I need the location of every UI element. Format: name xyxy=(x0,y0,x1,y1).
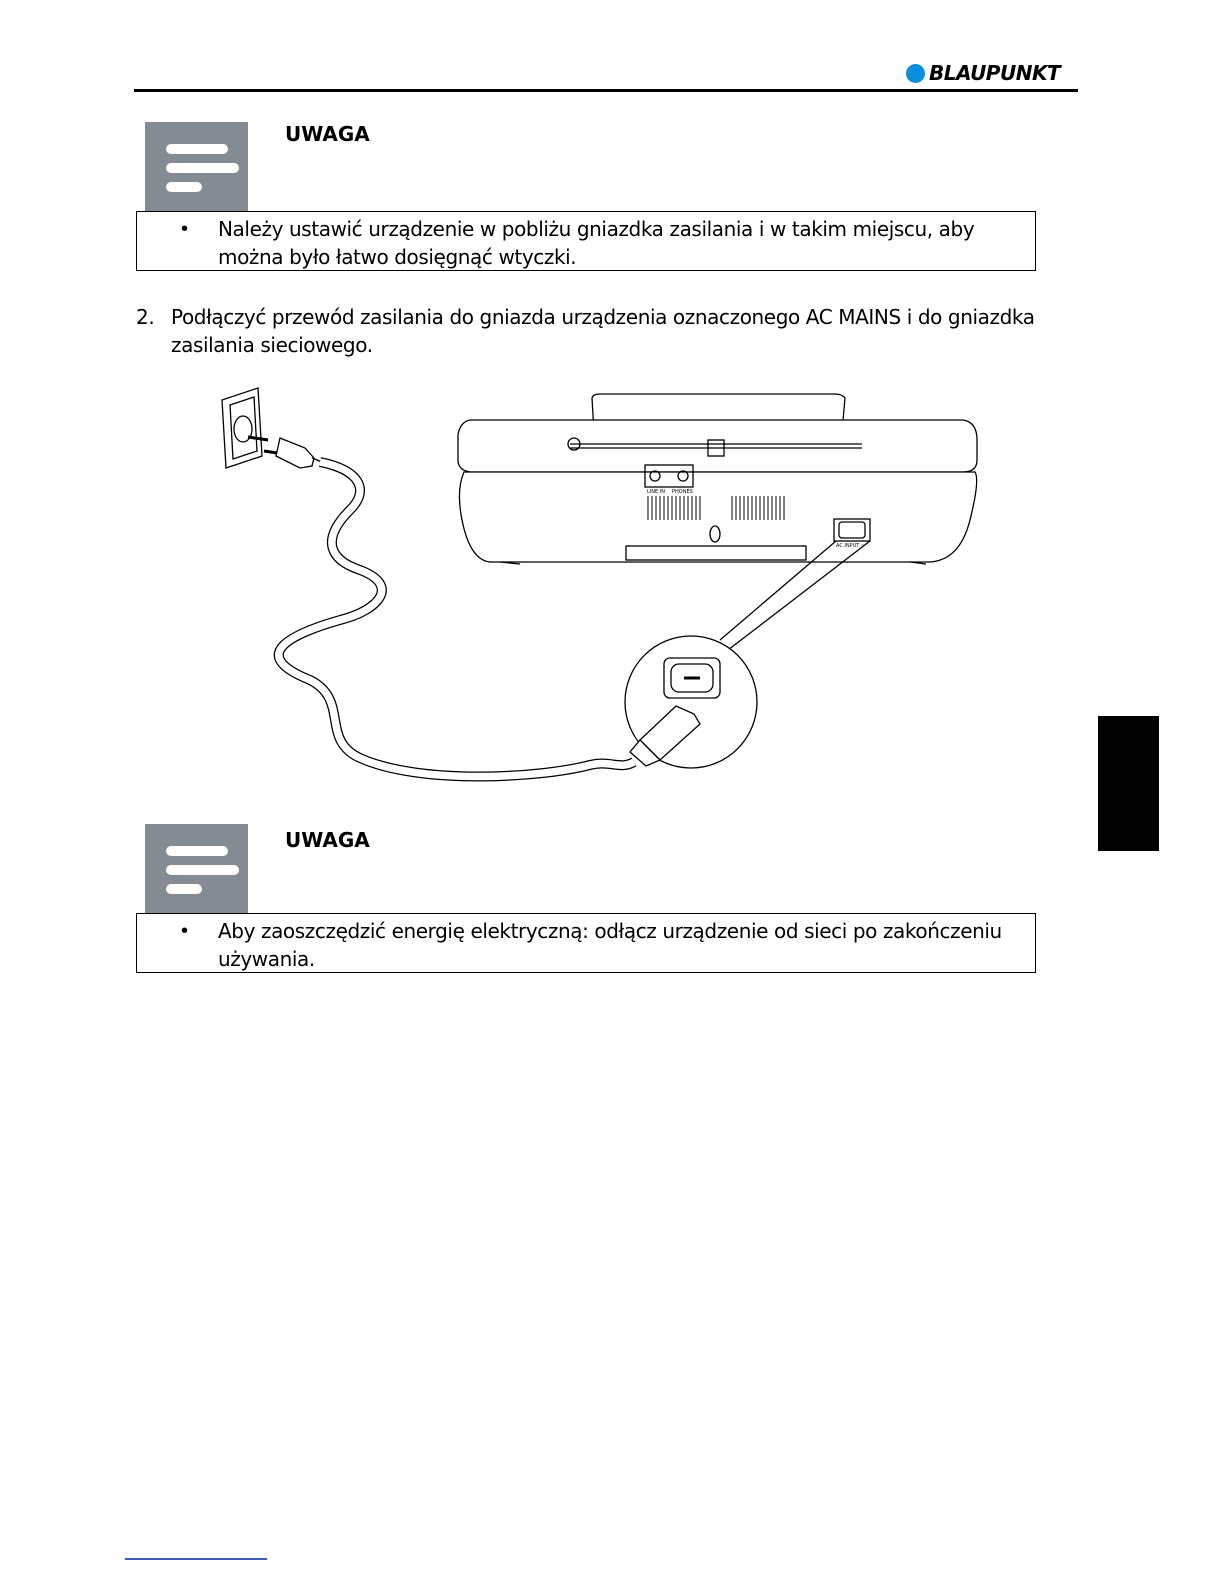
ac-input-label: AC INPUT ~ xyxy=(836,543,866,549)
brand-name: BLAUPUNKT xyxy=(929,61,1061,85)
note-icon xyxy=(145,824,248,914)
note-text-line: można było łatwo dosięgnąć wtyczki. xyxy=(218,245,577,269)
radio-rear-view xyxy=(458,394,977,564)
bullet-icon: • xyxy=(181,218,189,240)
step-number: 2. xyxy=(136,305,155,329)
wall-socket-icon xyxy=(222,388,262,468)
line-in-label: LINE IN xyxy=(647,489,665,495)
phones-label: PHONES xyxy=(672,489,693,495)
bullet-icon: • xyxy=(181,920,189,942)
step-text-line: Podłączyć przewód zasilania do gniazda urządzenia oznaczonego AC MAINS i do gniazdka xyxy=(171,305,1035,329)
section-tab xyxy=(1098,716,1159,851)
note-box xyxy=(136,913,1036,973)
step-text-line: zasilania sieciowego. xyxy=(171,333,373,357)
note-text-line: Należy ustawić urządzenie w pobliżu gniazdka zasilania i w takim miejscu, aby xyxy=(218,217,975,241)
ac-input-zoom-icon xyxy=(625,636,757,768)
note-text-line: Aby zaoszczędzić energię elektryczną: odłącz urządzenie od sieci po zakończeniu xyxy=(218,919,1002,943)
note-heading: UWAGA xyxy=(285,828,370,852)
note-heading: UWAGA xyxy=(285,122,370,146)
note-text-line: używania. xyxy=(218,947,315,971)
footnote-rule xyxy=(125,1558,267,1560)
